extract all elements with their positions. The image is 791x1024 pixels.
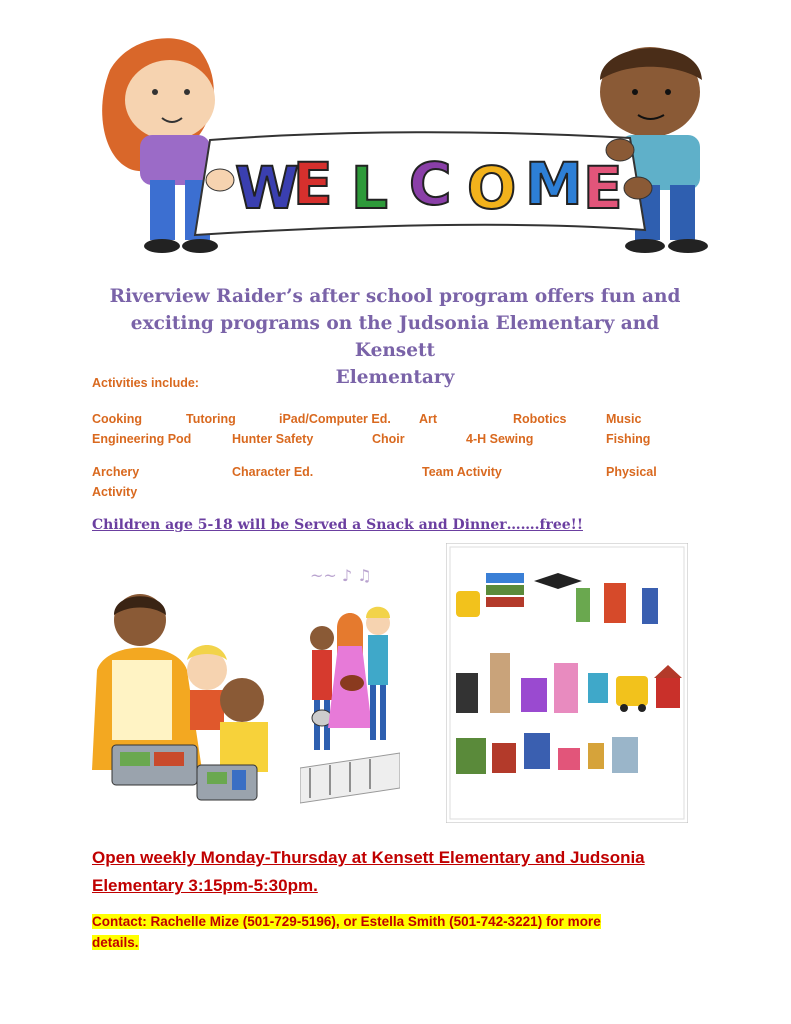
activity-team-activity: Team Activity <box>422 465 502 479</box>
activity-cooking: Cooking <box>92 412 142 426</box>
open-schedule-notice <box>92 844 712 900</box>
welcome-letter: M <box>525 150 583 218</box>
activity-tutoring: Tutoring <box>186 412 236 426</box>
welcome-letter: C <box>409 150 452 218</box>
open-line-2: Elementary 3:15pm-5:30pm. <box>92 876 318 895</box>
activity-archery: Archery <box>92 465 140 479</box>
welcome-letter: O <box>467 154 517 222</box>
activity-art: Art <box>419 412 438 426</box>
activity-robotics: Robotics <box>513 412 567 426</box>
contact-line-1: Contact: Rachelle Mize (501-729-5196), or Estella Smith (501-742-3221) for more <box>92 914 601 929</box>
heading-line-2: exciting programs on the Judsonia Elementary and Kensett <box>130 313 660 361</box>
heading-line-3: Elementary <box>335 367 455 388</box>
activity-character-ed: Character Ed. <box>232 465 314 479</box>
welcome-letter: W <box>235 154 299 222</box>
activity-physical: Physical <box>606 465 657 479</box>
activity-ipad-computer: iPad/Computer Ed. <box>279 412 391 426</box>
activity-choir: Choir <box>372 432 405 446</box>
activity-music: Music <box>606 412 642 426</box>
welcome-letter: L <box>351 154 388 222</box>
contact-info <box>92 911 702 953</box>
activity-4h-sewing: 4-H Sewing <box>466 432 534 446</box>
program-heading <box>90 283 700 391</box>
welcome-banner-illustration <box>90 30 740 270</box>
music-kids-clipart-image <box>300 553 400 823</box>
welcome-word <box>235 150 623 222</box>
activity-hunter-safety: Hunter Safety <box>232 432 314 446</box>
open-line-1: Open weekly Monday-Thursday at Kensett Elementary and Judsonia <box>92 848 645 867</box>
lunch-clipart-image <box>92 590 268 820</box>
activity-engineering-pod: Engineering Pod <box>92 432 192 446</box>
heading-line-1: Riverview Raider’s after school program offers fun and <box>109 286 681 307</box>
activities-title: Activities include: <box>92 376 199 390</box>
welcome-letter: E <box>293 150 333 218</box>
activity-physical-continued: Activity <box>92 485 138 499</box>
svg-text:~~ ♪ ♫: ~~ ♪ ♫ <box>310 566 372 585</box>
activity-fishing: Fishing <box>606 432 651 446</box>
welcome-letter: E <box>583 154 623 222</box>
served-notice: Children age 5-18 will be Served a Snack and Dinner…….free!! <box>92 517 583 533</box>
school-supplies-collage-image <box>446 543 688 823</box>
contact-line-2: details. <box>92 935 139 950</box>
